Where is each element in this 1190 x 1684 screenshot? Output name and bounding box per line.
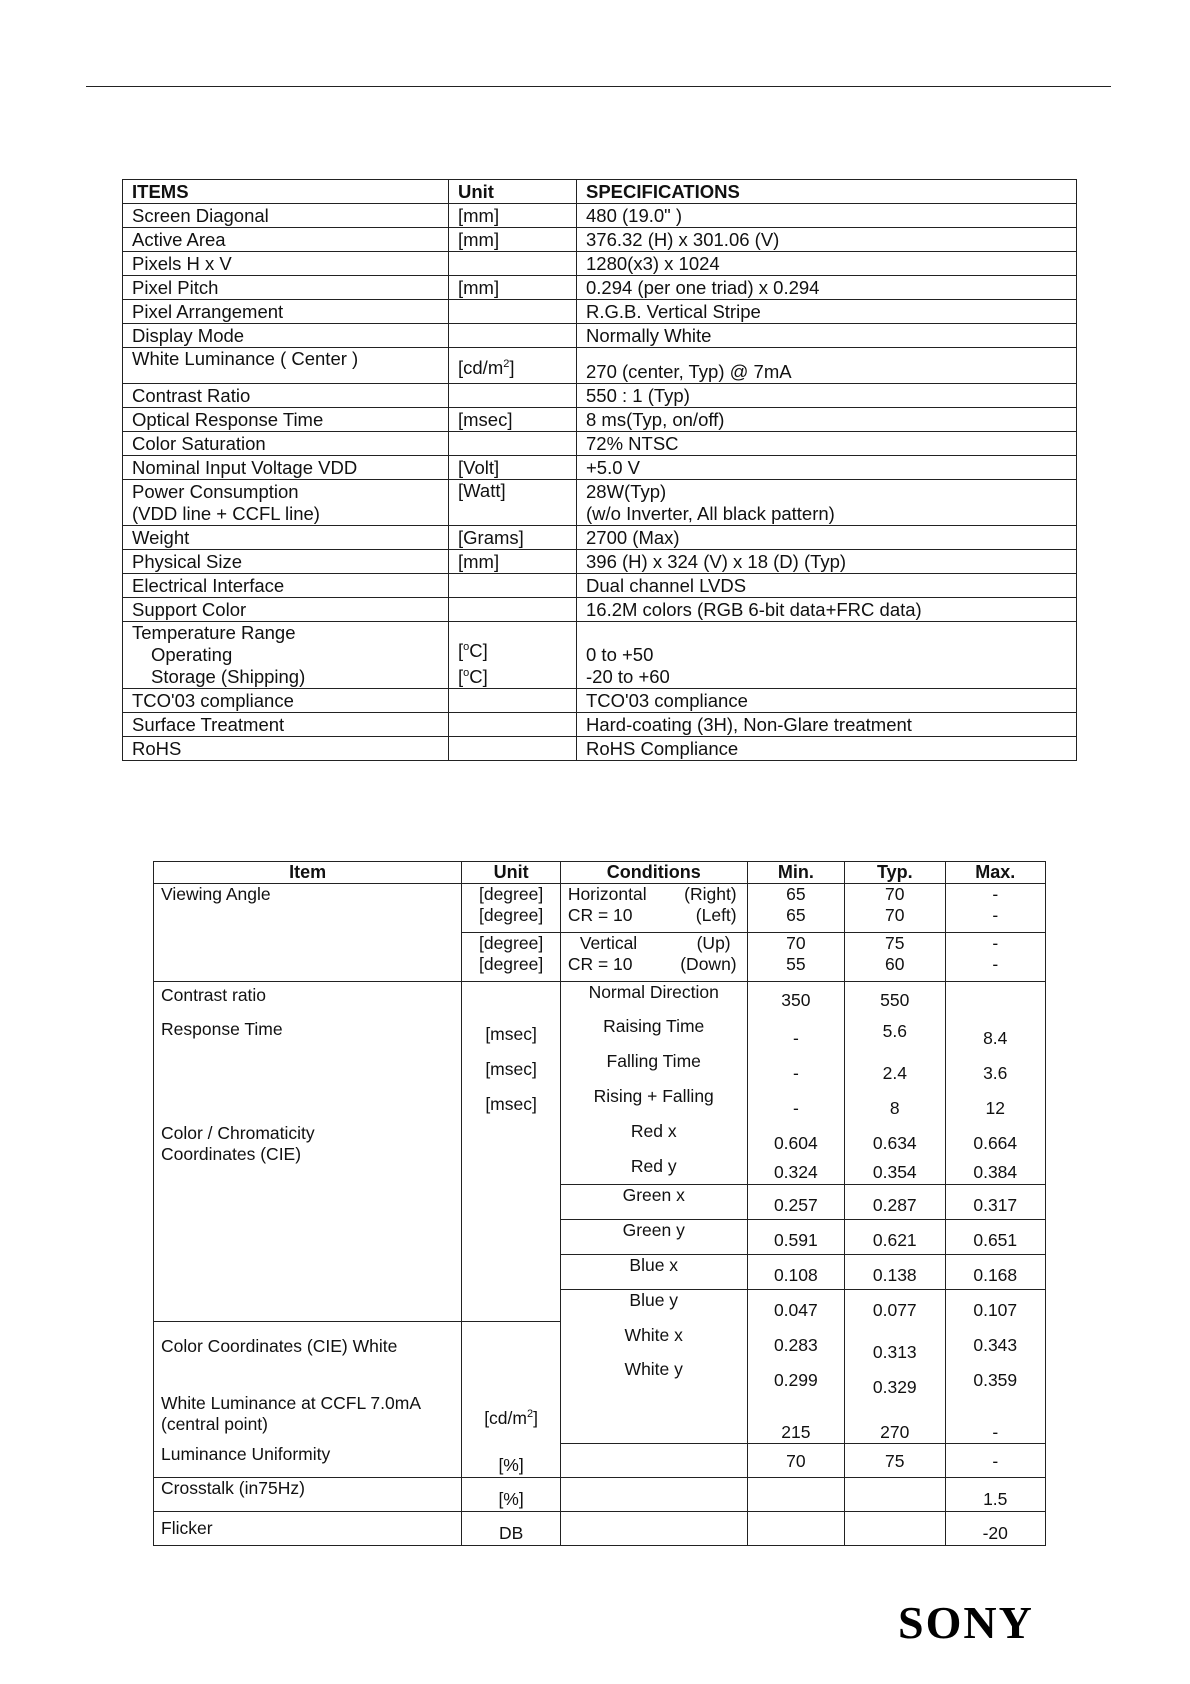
condition-line — [568, 884, 743, 905]
spec-value-label: Dual channel LVDS — [586, 574, 747, 596]
table-row — [123, 550, 1077, 574]
condition-line — [568, 933, 743, 954]
spec-value-label: TCO'03 compliance — [586, 689, 748, 711]
spec-item-label: Contrast Ratio — [132, 384, 251, 406]
value: 0.634 — [872, 1132, 917, 1153]
spec-unit-cell — [449, 526, 577, 550]
spec-item-cell — [123, 598, 449, 622]
crosstalk-label: Crosstalk (in75Hz) — [154, 1478, 462, 1512]
table-row — [123, 526, 1077, 550]
table-cell — [462, 884, 560, 933]
table-cell — [154, 1322, 462, 1444]
spec-value-cell — [577, 598, 1077, 622]
spec-value-cell — [577, 622, 1077, 689]
spec-item-cell — [123, 550, 449, 574]
value: 55 — [786, 954, 806, 974]
table-cell: Blue x — [560, 1255, 747, 1290]
chromaticity-label-2: Coordinates (CIE) — [161, 1144, 302, 1164]
table-cell: 8 — [845, 1086, 945, 1121]
spec-value-label: 1280(x3) x 1024 — [586, 252, 720, 274]
spec-unit-cell — [449, 456, 577, 480]
table-cell: 8.4 — [945, 1016, 1046, 1051]
spec-item-label: (VDD line + CCFL line) — [132, 502, 320, 524]
value: 65 — [786, 905, 806, 925]
spec-value-label: RoHS Compliance — [586, 737, 739, 759]
spec-item-label: Pixels H x V — [132, 252, 232, 274]
table-cell: Falling Time — [560, 1051, 747, 1086]
table-cell — [845, 933, 945, 982]
condition-label: Red y — [630, 1155, 677, 1176]
table-cell — [560, 1121, 747, 1185]
table-cell: 0.651 — [945, 1220, 1046, 1255]
value: 0.329 — [872, 1377, 917, 1397]
spec-value-cell — [577, 526, 1077, 550]
spec-header-items: ITEMS — [123, 180, 449, 204]
spec-value-label: 396 (H) x 324 (V) x 18 (D) (Typ) — [586, 550, 847, 572]
spec-value-label: R.G.B. Vertical Stripe — [586, 300, 761, 322]
table-cell: 1.5 — [945, 1478, 1046, 1512]
spec-value-cell — [577, 228, 1077, 252]
spec-unit-cell — [449, 550, 577, 574]
spec-unit-label: [msec] — [458, 408, 513, 430]
spec-unit-label: [Volt] — [458, 456, 500, 478]
table-cell: 70 — [747, 1444, 844, 1478]
table-cell: 0.138 — [845, 1255, 945, 1290]
unit-label: [msec] — [485, 1059, 537, 1079]
spec-unit-cell — [449, 324, 577, 348]
table-cell — [747, 1478, 844, 1512]
value: 0.664 — [973, 1132, 1018, 1153]
optical-header-row — [154, 862, 1046, 884]
optical-header-unit: Unit — [462, 862, 560, 884]
value: 0.359 — [973, 1370, 1018, 1390]
spec-unit-cell — [449, 713, 577, 737]
table-cell: 0.317 — [945, 1185, 1046, 1220]
spec-value-cell — [577, 480, 1077, 526]
condition-label: Horizontal — [567, 884, 647, 904]
spec-item-label: Weight — [132, 526, 190, 548]
spec-value-label: Normally White — [586, 324, 712, 346]
table-row — [123, 276, 1077, 300]
optical-header-conditions: Conditions — [560, 862, 747, 884]
spec-item-label: Temperature Range — [132, 622, 296, 643]
optical-table — [153, 861, 1046, 1546]
value: - — [992, 954, 999, 974]
table-cell: [%] — [462, 1444, 560, 1478]
spec-value-label: 2700 (Max) — [586, 526, 680, 548]
table-row — [123, 713, 1077, 737]
optical-header-min: Min. — [747, 862, 844, 884]
spec-value-label: 0.294 (per one triad) x 0.294 — [586, 276, 820, 298]
spec-unit-label: [$^o$C] — [458, 666, 488, 687]
condition-label: (Left) — [695, 905, 737, 925]
table-cell — [560, 1512, 747, 1546]
value: 70 — [786, 933, 806, 953]
table-cell — [747, 1512, 844, 1546]
spec-item-label: Nominal Input Voltage VDD — [132, 456, 358, 478]
table-row — [123, 574, 1077, 598]
flicker-label: Flicker — [154, 1512, 462, 1546]
spec-header-row — [123, 180, 1077, 204]
spec-value-label: -20 to +60 — [586, 666, 670, 687]
spec-value-cell — [577, 689, 1077, 713]
spec-unit-cell — [449, 204, 577, 228]
value: 0.299 — [773, 1370, 818, 1390]
spec-item-sublabel: Operating — [151, 644, 233, 665]
spec-value-cell — [577, 737, 1077, 761]
spec-unit-cell — [449, 737, 577, 761]
spec-item-cell — [123, 228, 449, 252]
condition-label: Vertical — [579, 933, 638, 953]
response-label: Response Time — [161, 1019, 283, 1039]
spec-item-cell — [123, 432, 449, 456]
spec-item-label: Support Color — [132, 598, 247, 620]
table-cell — [560, 884, 747, 933]
value: 70 — [885, 884, 905, 904]
condition-label: Blue y — [629, 1290, 679, 1310]
spec-value-cell — [577, 408, 1077, 432]
table-row — [123, 622, 1077, 689]
spec-item-label: Active Area — [132, 228, 226, 250]
spec-unit-cell — [449, 384, 577, 408]
value: 0.324 — [773, 1161, 818, 1182]
table-cell: Rising + Falling — [560, 1086, 747, 1121]
spec-item-label: Surface Treatment — [132, 713, 285, 735]
table-row — [154, 1444, 1046, 1478]
spec-value-label: 550 : 1 (Typ) — [586, 384, 690, 406]
spec-value-label: (w/o Inverter, All black pattern) — [586, 502, 835, 524]
unit-label: [msec] — [485, 1094, 537, 1114]
table-cell: - — [747, 1051, 844, 1086]
table-cell: 2.4 — [845, 1051, 945, 1086]
table-cell: - — [945, 1444, 1046, 1478]
table-cell: 0.287 — [845, 1185, 945, 1220]
spec-value-cell — [577, 550, 1077, 574]
spec-value-label: 270 (center, Typ) @ 7mA — [586, 361, 792, 382]
table-row — [154, 884, 1046, 933]
spec-item-label: Color Saturation — [132, 432, 266, 454]
spec-unit-label: [mm] — [458, 276, 500, 298]
spec-item-cell — [123, 348, 449, 384]
spec-item-label: Physical Size — [132, 550, 243, 572]
table-row — [123, 348, 1077, 384]
spec-value-cell — [577, 456, 1077, 480]
spec-item-label: Pixel Pitch — [132, 276, 219, 298]
condition-label: (Down) — [680, 954, 737, 974]
table-cell: Raising Time — [560, 1016, 747, 1051]
spec-item-cell — [123, 713, 449, 737]
spec-item-label: Pixel Arrangement — [132, 300, 284, 322]
optical-header-max: Max. — [945, 862, 1046, 884]
viewing-angle-label: Viewing Angle — [154, 884, 462, 933]
spec-value-cell — [577, 324, 1077, 348]
spec-value-cell — [577, 713, 1077, 737]
table-row — [123, 384, 1077, 408]
spec-item-label: White Luminance ( Center ) — [132, 348, 359, 369]
spec-value-label: 28W(Typ) — [586, 480, 667, 502]
spec-item-cell — [123, 574, 449, 598]
table-row — [154, 1478, 1046, 1512]
value: 0.384 — [973, 1161, 1018, 1182]
table-row — [123, 456, 1077, 480]
spec-header-unit: Unit — [449, 180, 577, 204]
table-cell: 75 — [845, 1444, 945, 1478]
unit-label: [degree] — [478, 884, 544, 904]
table-cell — [462, 982, 560, 1322]
spec-item-cell — [123, 456, 449, 480]
spec-value-label: +5.0 V — [586, 456, 641, 478]
spec-item-label: Screen Diagonal — [132, 204, 269, 226]
table-cell: 350 — [747, 982, 844, 1016]
value: 65 — [786, 884, 806, 904]
table-cell — [747, 884, 844, 933]
white-coordinates-label: Color Coordinates (CIE) White — [161, 1336, 398, 1356]
table-row — [123, 252, 1077, 276]
table-cell: 0.257 — [747, 1185, 844, 1220]
unit-label: [msec] — [485, 1024, 537, 1044]
spec-item-label: Power Consumption — [132, 480, 299, 502]
spec-item-cell — [123, 622, 449, 689]
spec-unit-label: [$^o$C] — [458, 639, 488, 661]
condition-line — [568, 954, 743, 975]
spec-unit-label: [mm] — [458, 228, 500, 250]
table-row — [123, 432, 1077, 456]
spec-value-cell — [577, 252, 1077, 276]
value: - — [992, 884, 999, 904]
table-row — [123, 408, 1077, 432]
table-cell — [945, 982, 1046, 1016]
table-cell: 3.6 — [945, 1051, 1046, 1086]
spec-header-specifications: SPECIFICATIONS — [577, 180, 1077, 204]
spec-value-cell — [577, 276, 1077, 300]
table-cell: 550 — [845, 982, 945, 1016]
value: 0.343 — [973, 1335, 1018, 1355]
spec-unit-cell — [449, 598, 577, 622]
table-row — [123, 480, 1077, 526]
optical-header-typ: Typ. — [845, 862, 945, 884]
spec-unit-label: [Grams] — [458, 526, 524, 548]
value: - — [992, 933, 999, 953]
spec-value-label: 480 (19.0" ) — [586, 204, 683, 226]
spec-item-cell — [123, 689, 449, 713]
value: 0.107 — [973, 1300, 1018, 1320]
condition-line — [568, 905, 743, 926]
spec-value-label: Hard-coating (3H), Non-Glare treatment — [586, 713, 912, 735]
spec-unit-cell — [449, 689, 577, 713]
spec-item-cell — [123, 204, 449, 228]
spec-item-cell — [123, 276, 449, 300]
spec-value-cell — [577, 432, 1077, 456]
table-cell — [560, 933, 747, 982]
table-row — [154, 1512, 1046, 1546]
table-row — [123, 689, 1077, 713]
spec-item-cell — [123, 252, 449, 276]
spec-value-cell — [577, 384, 1077, 408]
spec-unit-cell — [449, 252, 577, 276]
value: 270 — [880, 1422, 910, 1442]
table-cell — [845, 884, 945, 933]
table-cell — [845, 1121, 945, 1185]
table-row — [154, 982, 1046, 1016]
table-cell — [845, 1512, 945, 1546]
table-cell — [747, 1290, 844, 1444]
spec-table-body — [123, 204, 1077, 761]
value: 0.077 — [872, 1300, 917, 1320]
condition-label: CR = 10 — [567, 954, 633, 974]
spec-unit-cell — [449, 228, 577, 252]
value: 0.047 — [773, 1300, 818, 1320]
chromaticity-label-1: Color / Chromaticity — [161, 1123, 315, 1143]
table-cell: -20 — [945, 1512, 1046, 1546]
spec-unit-label: [Watt] — [458, 480, 506, 501]
optical-header-item: Item — [154, 862, 462, 884]
spec-unit-cell — [449, 276, 577, 300]
spec-unit-cell — [449, 348, 577, 384]
spec-unit-cell — [449, 574, 577, 598]
spec-unit-label: [mm] — [458, 204, 500, 226]
spec-item-cell — [123, 324, 449, 348]
unit-label: $[cd/m^2]$ — [484, 1407, 538, 1428]
spec-item-cell — [123, 526, 449, 550]
table-cell: 0.621 — [845, 1220, 945, 1255]
spec-unit-label: [mm] — [458, 550, 500, 572]
spec-item-label: Optical Response Time — [132, 408, 324, 430]
table-cell — [945, 1121, 1046, 1185]
table-cell: DB — [462, 1512, 560, 1546]
spec-value-label: 16.2M colors (RGB 6-bit data+FRC data) — [586, 598, 922, 620]
spec-unit-cell — [449, 408, 577, 432]
spec-value-cell — [577, 204, 1077, 228]
spec-unit-cell — [449, 300, 577, 324]
table-cell — [560, 1444, 747, 1478]
value: 215 — [781, 1422, 811, 1442]
value: 0.354 — [872, 1161, 917, 1182]
spec-item-cell — [123, 737, 449, 761]
table-cell — [560, 1478, 747, 1512]
table-cell: Green y — [560, 1220, 747, 1255]
spec-value-label: 376.32 (H) x 301.06 (V) — [586, 228, 780, 250]
value: - — [992, 905, 999, 925]
table-cell — [154, 982, 462, 1322]
spec-item-cell — [123, 384, 449, 408]
table-row — [123, 228, 1077, 252]
table-cell: [%] — [462, 1478, 560, 1512]
table-row — [123, 300, 1077, 324]
table-cell: 12 — [945, 1086, 1046, 1121]
spec-value-cell — [577, 300, 1077, 324]
table-cell: 0.168 — [945, 1255, 1046, 1290]
spec-item-label: Electrical Interface — [132, 574, 285, 596]
table-cell: 5.6 — [845, 1016, 945, 1051]
table-cell: 0.591 — [747, 1220, 844, 1255]
condition-label: (Right) — [684, 884, 737, 904]
table-cell — [560, 1290, 747, 1444]
table-cell: - — [747, 1086, 844, 1121]
spec-value-label: 0 to +50 — [586, 644, 654, 665]
table-cell: 0.108 — [747, 1255, 844, 1290]
unit-label: [degree] — [478, 933, 544, 953]
value: 0.604 — [773, 1132, 818, 1153]
spec-item-cell — [123, 408, 449, 432]
table-cell — [462, 1322, 560, 1444]
value: - — [992, 1422, 999, 1442]
contrast-label: Contrast ratio — [161, 985, 267, 1005]
condition-label: (Up) — [696, 933, 731, 953]
table-cell — [945, 884, 1046, 933]
table-cell — [845, 1478, 945, 1512]
table-row — [123, 204, 1077, 228]
spec-unit-cell — [449, 480, 577, 526]
table-row — [123, 737, 1077, 761]
spec-unit-cell — [449, 622, 577, 689]
unit-label: [degree] — [478, 905, 544, 925]
value: 70 — [885, 905, 905, 925]
spec-unit-label: $[cd/m^2]$ — [458, 356, 515, 378]
spec-table — [122, 179, 1077, 761]
header-rule — [86, 86, 1111, 87]
table-cell — [747, 933, 844, 982]
spec-item-cell — [123, 300, 449, 324]
unit-label: [degree] — [478, 954, 544, 974]
spec-value-label: 8 ms(Typ, on/off) — [586, 408, 725, 430]
table-cell — [945, 1290, 1046, 1444]
table-row — [154, 933, 1046, 982]
spec-item-label: TCO'03 compliance — [132, 689, 294, 711]
value: 0.313 — [872, 1342, 917, 1362]
white-luminance-label-1: White Luminance at CCFL 7.0mA — [161, 1393, 422, 1413]
condition-label: White x — [624, 1325, 683, 1345]
table-cell: Normal Direction — [560, 982, 747, 1016]
white-luminance-label-2: (central point) — [161, 1414, 268, 1434]
spec-unit-cell — [449, 432, 577, 456]
value: 0.283 — [773, 1335, 818, 1355]
table-cell — [747, 1121, 844, 1185]
table-cell: - — [747, 1016, 844, 1051]
spec-item-label: RoHS — [132, 737, 182, 759]
value: 75 — [885, 933, 905, 953]
spec-item-sublabel: Storage (Shipping) — [151, 666, 306, 687]
spec-item-label: Display Mode — [132, 324, 245, 346]
spec-item-cell — [123, 480, 449, 526]
table-cell: Green x — [560, 1185, 747, 1220]
sony-logo: SONY — [898, 1597, 1034, 1648]
table-cell — [845, 1290, 945, 1444]
condition-label: White y — [624, 1359, 683, 1379]
table-cell — [945, 933, 1046, 982]
spec-value-label: 72% NTSC — [586, 432, 679, 454]
spec-value-cell — [577, 348, 1077, 384]
table-cell — [154, 933, 462, 982]
value: 60 — [885, 954, 905, 974]
uniformity-label: Luminance Uniformity — [154, 1444, 462, 1478]
table-row — [123, 598, 1077, 622]
spec-value-cell — [577, 574, 1077, 598]
table-row — [123, 324, 1077, 348]
condition-label: CR = 10 — [567, 905, 633, 925]
table-cell — [462, 933, 560, 982]
condition-label: Red x — [630, 1120, 677, 1141]
